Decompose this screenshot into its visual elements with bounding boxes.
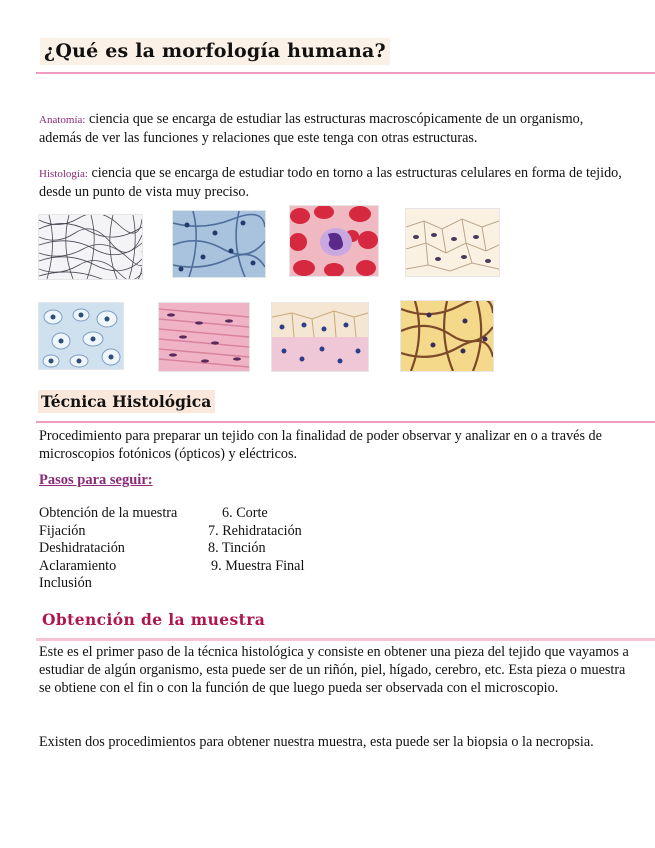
pasos-step-9: 9. Muestra Final	[211, 557, 305, 574]
pasos-step-1: Obtención de la muestra	[39, 505, 178, 521]
page-title: ¿Qué es la morfología humana?	[40, 38, 390, 65]
pasos-step-8: 8. Tinción	[208, 540, 266, 556]
title-divider	[36, 72, 655, 74]
tissue-image-dense-connective	[400, 300, 494, 372]
pasos-left-list	[39, 505, 177, 593]
pasos-step-6: 6. Corte	[222, 505, 268, 521]
tissue-image-hyaline-cartilage	[38, 302, 124, 370]
pasos-step-3: Deshidratación	[39, 540, 125, 556]
obtencion-paragraph-1: Este es el primer paso de la técnica histológica y consiste en obtener una pieza del tejido que vayamos a estudiar de algún organismo, esta puede ser de un riñón, piel, hígado, cerebro, etc. Esta pieza o muestra se obtiene con el fin o con la función de que luego pueda ser observada con el microscopio.	[39, 644, 629, 696]
pasos-step-7: 7. Rehidratación	[208, 522, 302, 539]
tissue-image-squamous-epithelium	[405, 208, 500, 277]
tissue-image-adipose-nuclei	[271, 302, 369, 372]
pasos-step-5: Inclusión	[39, 575, 92, 591]
anatomia-term: Anatomía:	[39, 114, 86, 126]
obtencion-heading: Obtención de la muestra	[42, 610, 266, 629]
obtencion-divider	[36, 638, 655, 641]
histologia-text: ciencia que se encarga de estudiar todo en torno a las estructuras celulares en forma de tejido, desde un punto de vista muy preciso.	[39, 165, 622, 200]
pasos-heading[interactable]: Pasos para seguir:	[39, 472, 153, 488]
tecnica-divider	[36, 421, 655, 423]
histologia-term: Histología:	[39, 168, 88, 180]
tissue-image-fibrous	[38, 214, 143, 280]
histologia-paragraph	[39, 164, 629, 201]
tissue-image-blood-cells	[289, 205, 379, 277]
tissue-image-loose-connective	[172, 210, 266, 278]
tissue-image-smooth-muscle	[158, 302, 250, 372]
tecnica-paragraph: Procedimiento para preparar un tejido con la finalidad de poder observar y analizar en o a través de microscopios fotónicos (ópticos) y eléctricos.	[39, 428, 602, 462]
obtencion-paragraph-2: Existen dos procedimientos para obtener nuestra muestra, esta puede ser la biopsia o la necropsia.	[39, 734, 594, 750]
pasos-right-list	[208, 505, 304, 575]
tecnica-heading: Técnica Histológica	[38, 390, 215, 413]
pasos-step-2: Fijación	[39, 522, 86, 539]
anatomia-text: ciencia que se encarga de estudiar las estructuras macroscópicamente de un organismo, además de ver las funciones y relaciones que este tenga con otras estructuras.	[39, 111, 584, 146]
pasos-step-4: Aclaramiento	[39, 557, 117, 574]
anatomia-paragraph	[39, 110, 629, 147]
